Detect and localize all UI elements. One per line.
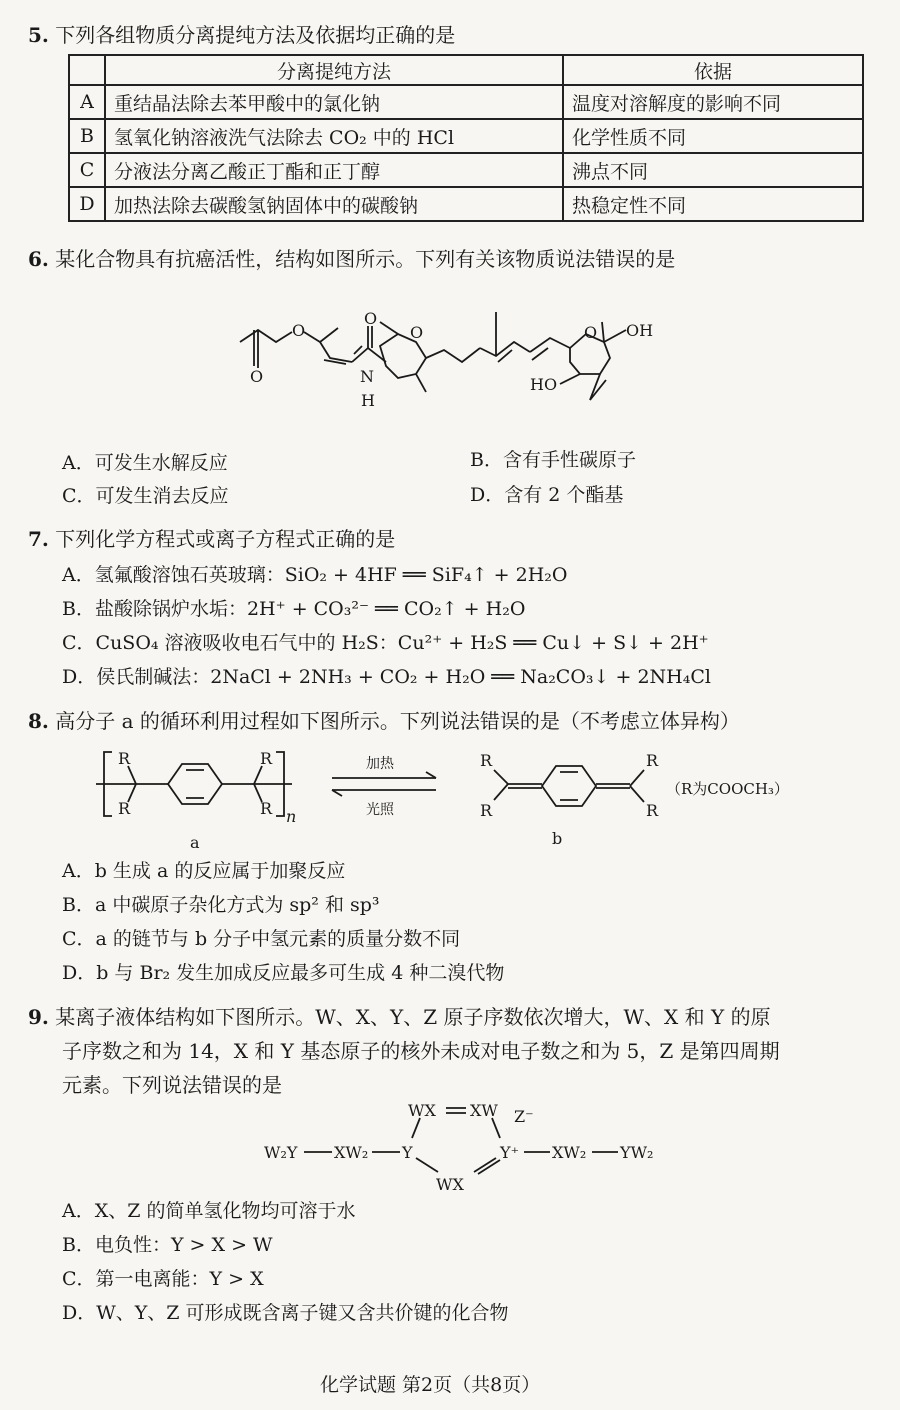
q7-option-b: B．盐酸除锅炉水垢：2H⁺ + CO₃²⁻ ══ CO₂↑ + H₂O — [62, 598, 526, 620]
q9-label-xw2-left: XW₂ — [334, 1143, 369, 1162]
q6-label-o5: O — [584, 323, 598, 342]
page-footer: 化学试题 第2页（共8页） — [320, 1374, 541, 1396]
q5-stem-text: 下列各组物质分离提纯方法及依据均正确的是 — [55, 23, 456, 47]
q8-option-c: C．a 的链节与 b 分子中氢元素的质量分数不同 — [62, 928, 461, 950]
q6-label-o2: O — [250, 367, 264, 386]
table-row — [69, 119, 863, 153]
q8-label-a: a — [190, 833, 200, 852]
separation-table — [68, 54, 864, 222]
q7-option-d: D．侯氏制碱法：2NaCl + 2NH₃ + CO₂ + H₂O ══ Na₂CO₃↓ + 2NH₄Cl — [62, 666, 711, 688]
q7-option-a: A．氢氟酸溶蚀石英玻璃：SiO₂ + 4HF ══ SiF₄↑ + 2H₂O — [62, 564, 568, 586]
q5-stem — [28, 22, 455, 48]
q8-label-r: R — [646, 801, 659, 820]
row-method: 氢氧化钠溶液洗气法除去 CO₂ 中的 HCl — [105, 119, 563, 153]
q9-option-b: B．电负性：Y > X > W — [62, 1234, 273, 1256]
q6-label-n: N — [360, 367, 374, 386]
q8-label-heat: 加热 — [366, 756, 394, 772]
q8-stem-text: 高分子 a 的循环利用过程如下图所示。下列说法错误的是（不考虑立体异构） — [55, 709, 740, 733]
q8-label-r: R — [118, 749, 131, 768]
q9-stem-text-1: 某离子液体结构如下图所示。W、X、Y、Z 原子序数依次增大，W、X 和 Y 的原 — [55, 1005, 771, 1029]
q6-number: 6. — [28, 247, 49, 271]
table-header-row — [69, 55, 863, 85]
q8-scheme — [96, 744, 836, 854]
row-letter: D — [69, 187, 105, 221]
q6-option-b: B．含有手性碳原子 — [470, 449, 636, 471]
q9-label-y-right: Y⁺ — [500, 1143, 520, 1162]
q5-number: 5. — [28, 23, 49, 47]
q8-option-d: D．b 与 Br₂ 发生加成反应最多可生成 4 种二溴代物 — [62, 962, 505, 984]
q6-option-d: D．含有 2 个酯基 — [470, 484, 624, 506]
q8-option-a: A．b 生成 a 的反应属于加聚反应 — [62, 860, 346, 882]
q9-label-y-left: Y — [402, 1143, 413, 1162]
q6-label-o3: O — [364, 309, 378, 328]
q9-number: 9. — [28, 1005, 49, 1029]
q9-structure — [260, 1096, 660, 1196]
q8-label-n: n — [286, 807, 297, 826]
q9-label-xw-top: XW — [470, 1101, 498, 1120]
table-header-method: 分离提纯方法 — [105, 55, 563, 85]
q7-option-c: C．CuSO₄ 溶液吸收电石气中的 H₂S：Cu²⁺ + H₂S ══ Cu↓ + S↓ + 2H⁺ — [62, 632, 709, 654]
q9-label-yw2: YW₂ — [620, 1143, 654, 1162]
q6-label-h: H — [361, 391, 375, 410]
q6-label-o1: O — [292, 321, 306, 340]
q9-label-wx-bottom: WX — [436, 1175, 464, 1194]
q9-stem-line-2: 子序数之和为 14，X 和 Y 基态原子的核外未成对电子数之和为 5，Z 是第四周期 — [62, 1039, 780, 1063]
q8-label-b: b — [552, 829, 563, 848]
row-basis: 温度对溶解度的影响不同 — [563, 85, 863, 119]
q7-stem-text: 下列化学方程式或离子方程式正确的是 — [55, 527, 396, 551]
q9-option-d: D．W、Y、Z 可形成既含离子键又含共价键的化合物 — [62, 1302, 509, 1324]
q9-option-a: A．X、Z 的简单氢化物均可溶于水 — [62, 1200, 356, 1222]
row-letter: A — [69, 85, 105, 119]
q9-stem-line-3: 元素。下列说法错误的是 — [62, 1073, 282, 1097]
table-header-blank — [69, 55, 105, 85]
row-letter: C — [69, 153, 105, 187]
q8-label-r: R — [118, 799, 131, 818]
q8-label-r: R — [260, 749, 273, 768]
table-header-basis: 依据 — [563, 55, 863, 85]
q9-label-wx-left: WX — [408, 1101, 436, 1120]
q8-label-r: R — [646, 751, 659, 770]
q7-stem — [28, 526, 395, 552]
q9-option-c: C．第一电离能：Y > X — [62, 1268, 264, 1290]
q9-label-xw2-right: XW₂ — [552, 1143, 587, 1162]
q9-label-z: Z⁻ — [514, 1107, 534, 1126]
q8-number: 8. — [28, 709, 49, 733]
row-method: 重结晶法除去苯甲酸中的氯化钠 — [105, 85, 563, 119]
row-method: 加热法除去碳酸氢钠固体中的碳酸钠 — [105, 187, 563, 221]
table-row — [69, 153, 863, 187]
q6-option-c: C．可发生消去反应 — [62, 485, 229, 507]
q6-option-a: A．可发生水解反应 — [62, 452, 228, 474]
q6-stem-text: 某化合物具有抗癌活性，结构如图所示。下列有关该物质说法错误的是 — [55, 247, 676, 271]
q7-number: 7. — [28, 527, 49, 551]
row-basis: 热稳定性不同 — [563, 187, 863, 221]
q6-structure — [230, 282, 690, 422]
q9-label-w2y: W₂Y — [264, 1143, 298, 1162]
row-basis: 化学性质不同 — [563, 119, 863, 153]
q8-option-b: B．a 中碳原子杂化方式为 sp² 和 sp³ — [62, 894, 380, 916]
q6-label-ho: HO — [530, 375, 558, 394]
q8-label-light: 光照 — [366, 802, 394, 818]
q9-stem-line-1 — [28, 1004, 771, 1030]
q6-label-o4: O — [410, 323, 424, 342]
q8-stem — [28, 708, 740, 734]
q8-label-r: R — [260, 799, 273, 818]
table-row — [69, 187, 863, 221]
q6-label-oh: OH — [626, 321, 654, 340]
row-letter: B — [69, 119, 105, 153]
q8-label-r: R — [480, 751, 493, 770]
q8-label-r: R — [480, 801, 493, 820]
table-row — [69, 85, 863, 119]
row-method: 分液法分离乙酸正丁酯和正丁醇 — [105, 153, 563, 187]
q8-label-note: （R为COOCH₃） — [666, 780, 789, 798]
q6-stem — [28, 246, 675, 272]
row-basis: 沸点不同 — [563, 153, 863, 187]
